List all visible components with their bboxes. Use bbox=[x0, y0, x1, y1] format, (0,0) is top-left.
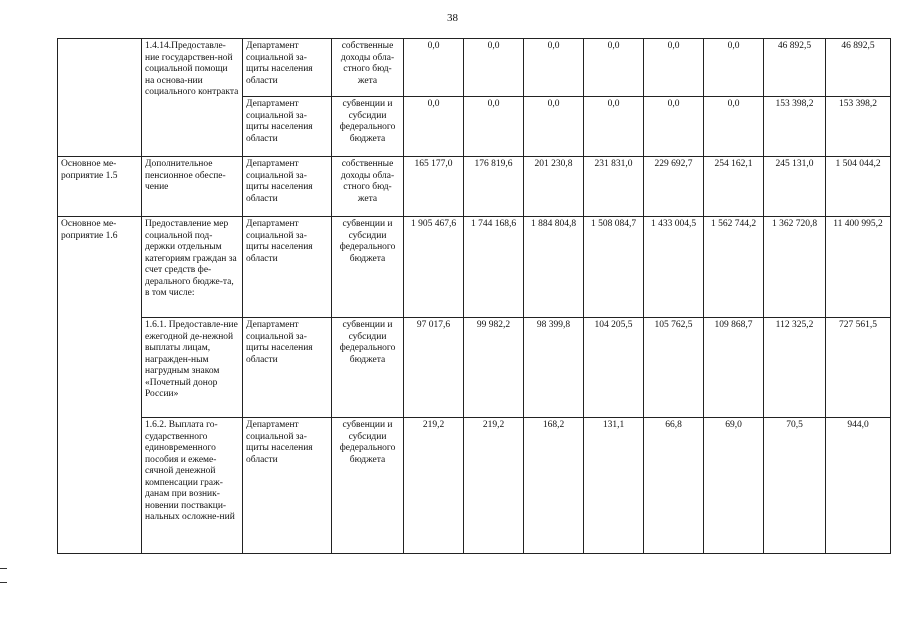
table-row bbox=[58, 217, 891, 318]
value-cell: 0,0 bbox=[644, 97, 704, 157]
value-cell: 70,5 bbox=[764, 418, 826, 554]
measure-cell: Основное ме-роприятие 1.5 bbox=[58, 157, 142, 217]
value-cell: 153 398,2 bbox=[764, 97, 826, 157]
value-cell: 98 399,8 bbox=[524, 318, 584, 418]
total-cell: 46 892,5 bbox=[826, 39, 891, 97]
value-cell: 245 131,0 bbox=[764, 157, 826, 217]
value-cell: 0,0 bbox=[704, 97, 764, 157]
value-cell: 1 433 004,5 bbox=[644, 217, 704, 318]
value-cell: 219,2 bbox=[464, 418, 524, 554]
value-cell: 109 868,7 bbox=[704, 318, 764, 418]
value-cell: 201 230,8 bbox=[524, 157, 584, 217]
value-cell: 1 562 744,2 bbox=[704, 217, 764, 318]
value-cell: 0,0 bbox=[584, 39, 644, 97]
value-cell: 97 017,6 bbox=[404, 318, 464, 418]
value-cell: 219,2 bbox=[404, 418, 464, 554]
value-cell: 0,0 bbox=[464, 39, 524, 97]
subject-cell: 1.6.2. Выплата го-сударственного единовременного пособия и ежеме-сячной денежной компенсации граж-данам при возник-новении поствакци-нальных осложне-ний bbox=[142, 418, 243, 554]
total-cell: 153 398,2 bbox=[826, 97, 891, 157]
value-cell: 105 762,5 bbox=[644, 318, 704, 418]
value-cell: 104 205,5 bbox=[584, 318, 644, 418]
value-cell: 168,2 bbox=[524, 418, 584, 554]
table-row bbox=[58, 157, 891, 217]
value-cell: 0,0 bbox=[404, 39, 464, 97]
source-cell: субвенции и субсидии федерального бюджета bbox=[332, 318, 404, 418]
value-cell: 66,8 bbox=[644, 418, 704, 554]
value-cell: 229 692,7 bbox=[644, 157, 704, 217]
value-cell: 231 831,0 bbox=[584, 157, 644, 217]
value-cell: 1 884 804,8 bbox=[524, 217, 584, 318]
table-row bbox=[58, 39, 891, 97]
value-cell: 0,0 bbox=[524, 39, 584, 97]
scan-mark bbox=[0, 568, 7, 569]
executor-cell: Департамент социальной за-щиты населения области bbox=[243, 157, 332, 217]
total-cell: 944,0 bbox=[826, 418, 891, 554]
source-cell: собственные доходы обла-стного бюд-жета bbox=[332, 39, 404, 97]
table-row bbox=[58, 418, 891, 554]
value-cell: 112 325,2 bbox=[764, 318, 826, 418]
value-cell: 165 177,0 bbox=[404, 157, 464, 217]
value-cell: 0,0 bbox=[704, 39, 764, 97]
executor-cell: Департамент социальной за-щиты населения области bbox=[243, 39, 332, 97]
value-cell: 1 508 084,7 bbox=[584, 217, 644, 318]
executor-cell: Департамент социальной за-щиты населения области bbox=[243, 418, 332, 554]
total-cell: 11 400 995,2 bbox=[826, 217, 891, 318]
value-cell: 131,1 bbox=[584, 418, 644, 554]
page-number: 38 bbox=[447, 12, 458, 24]
source-cell: субвенции и субсидии федерального бюджета bbox=[332, 97, 404, 157]
value-cell: 254 162,1 bbox=[704, 157, 764, 217]
measure-cell: Основное ме-роприятие 1.6 bbox=[58, 217, 142, 554]
value-cell: 0,0 bbox=[524, 97, 584, 157]
value-cell: 46 892,5 bbox=[764, 39, 826, 97]
value-cell: 0,0 bbox=[464, 97, 524, 157]
value-cell: 1 362 720,8 bbox=[764, 217, 826, 318]
measure-cell bbox=[58, 39, 142, 157]
value-cell: 69,0 bbox=[704, 418, 764, 554]
executor-cell: Департамент социальной за-щиты населения области bbox=[243, 97, 332, 157]
source-cell: субвенции и субсидии федерального бюджета bbox=[332, 217, 404, 318]
total-cell: 1 504 044,2 bbox=[826, 157, 891, 217]
subject-cell: 1.4.14.Предоставле-ние государствен-ной социальной помощи на основа-нии социального контракта bbox=[142, 39, 243, 157]
subject-cell: Дополнительное пенсионное обеспе-чение bbox=[142, 157, 243, 217]
source-cell: субвенции и субсидии федерального бюджета bbox=[332, 418, 404, 554]
value-cell: 0,0 bbox=[644, 39, 704, 97]
budget-table bbox=[57, 38, 891, 554]
table-row bbox=[58, 318, 891, 418]
value-cell: 0,0 bbox=[404, 97, 464, 157]
total-cell: 727 561,5 bbox=[826, 318, 891, 418]
subject-cell: 1.6.1. Предоставле-ние ежегодной де-нежной выплаты лицам, награжден-ным нагрудным знаком «Почетный донор России» bbox=[142, 318, 243, 418]
subject-cell: Предоставление мер социальной под-держки отдельным категориям граждан за счет средств фе-дерального бюдже-та, в том числе: bbox=[142, 217, 243, 318]
value-cell: 0,0 bbox=[584, 97, 644, 157]
value-cell: 99 982,2 bbox=[464, 318, 524, 418]
executor-cell: Департамент социальной за-щиты населения области bbox=[243, 217, 332, 318]
value-cell: 176 819,6 bbox=[464, 157, 524, 217]
scan-mark bbox=[0, 582, 7, 583]
executor-cell: Департамент социальной за-щиты населения области bbox=[243, 318, 332, 418]
value-cell: 1 744 168,6 bbox=[464, 217, 524, 318]
value-cell: 1 905 467,6 bbox=[404, 217, 464, 318]
source-cell: собственные доходы обла-стного бюд-жета bbox=[332, 157, 404, 217]
